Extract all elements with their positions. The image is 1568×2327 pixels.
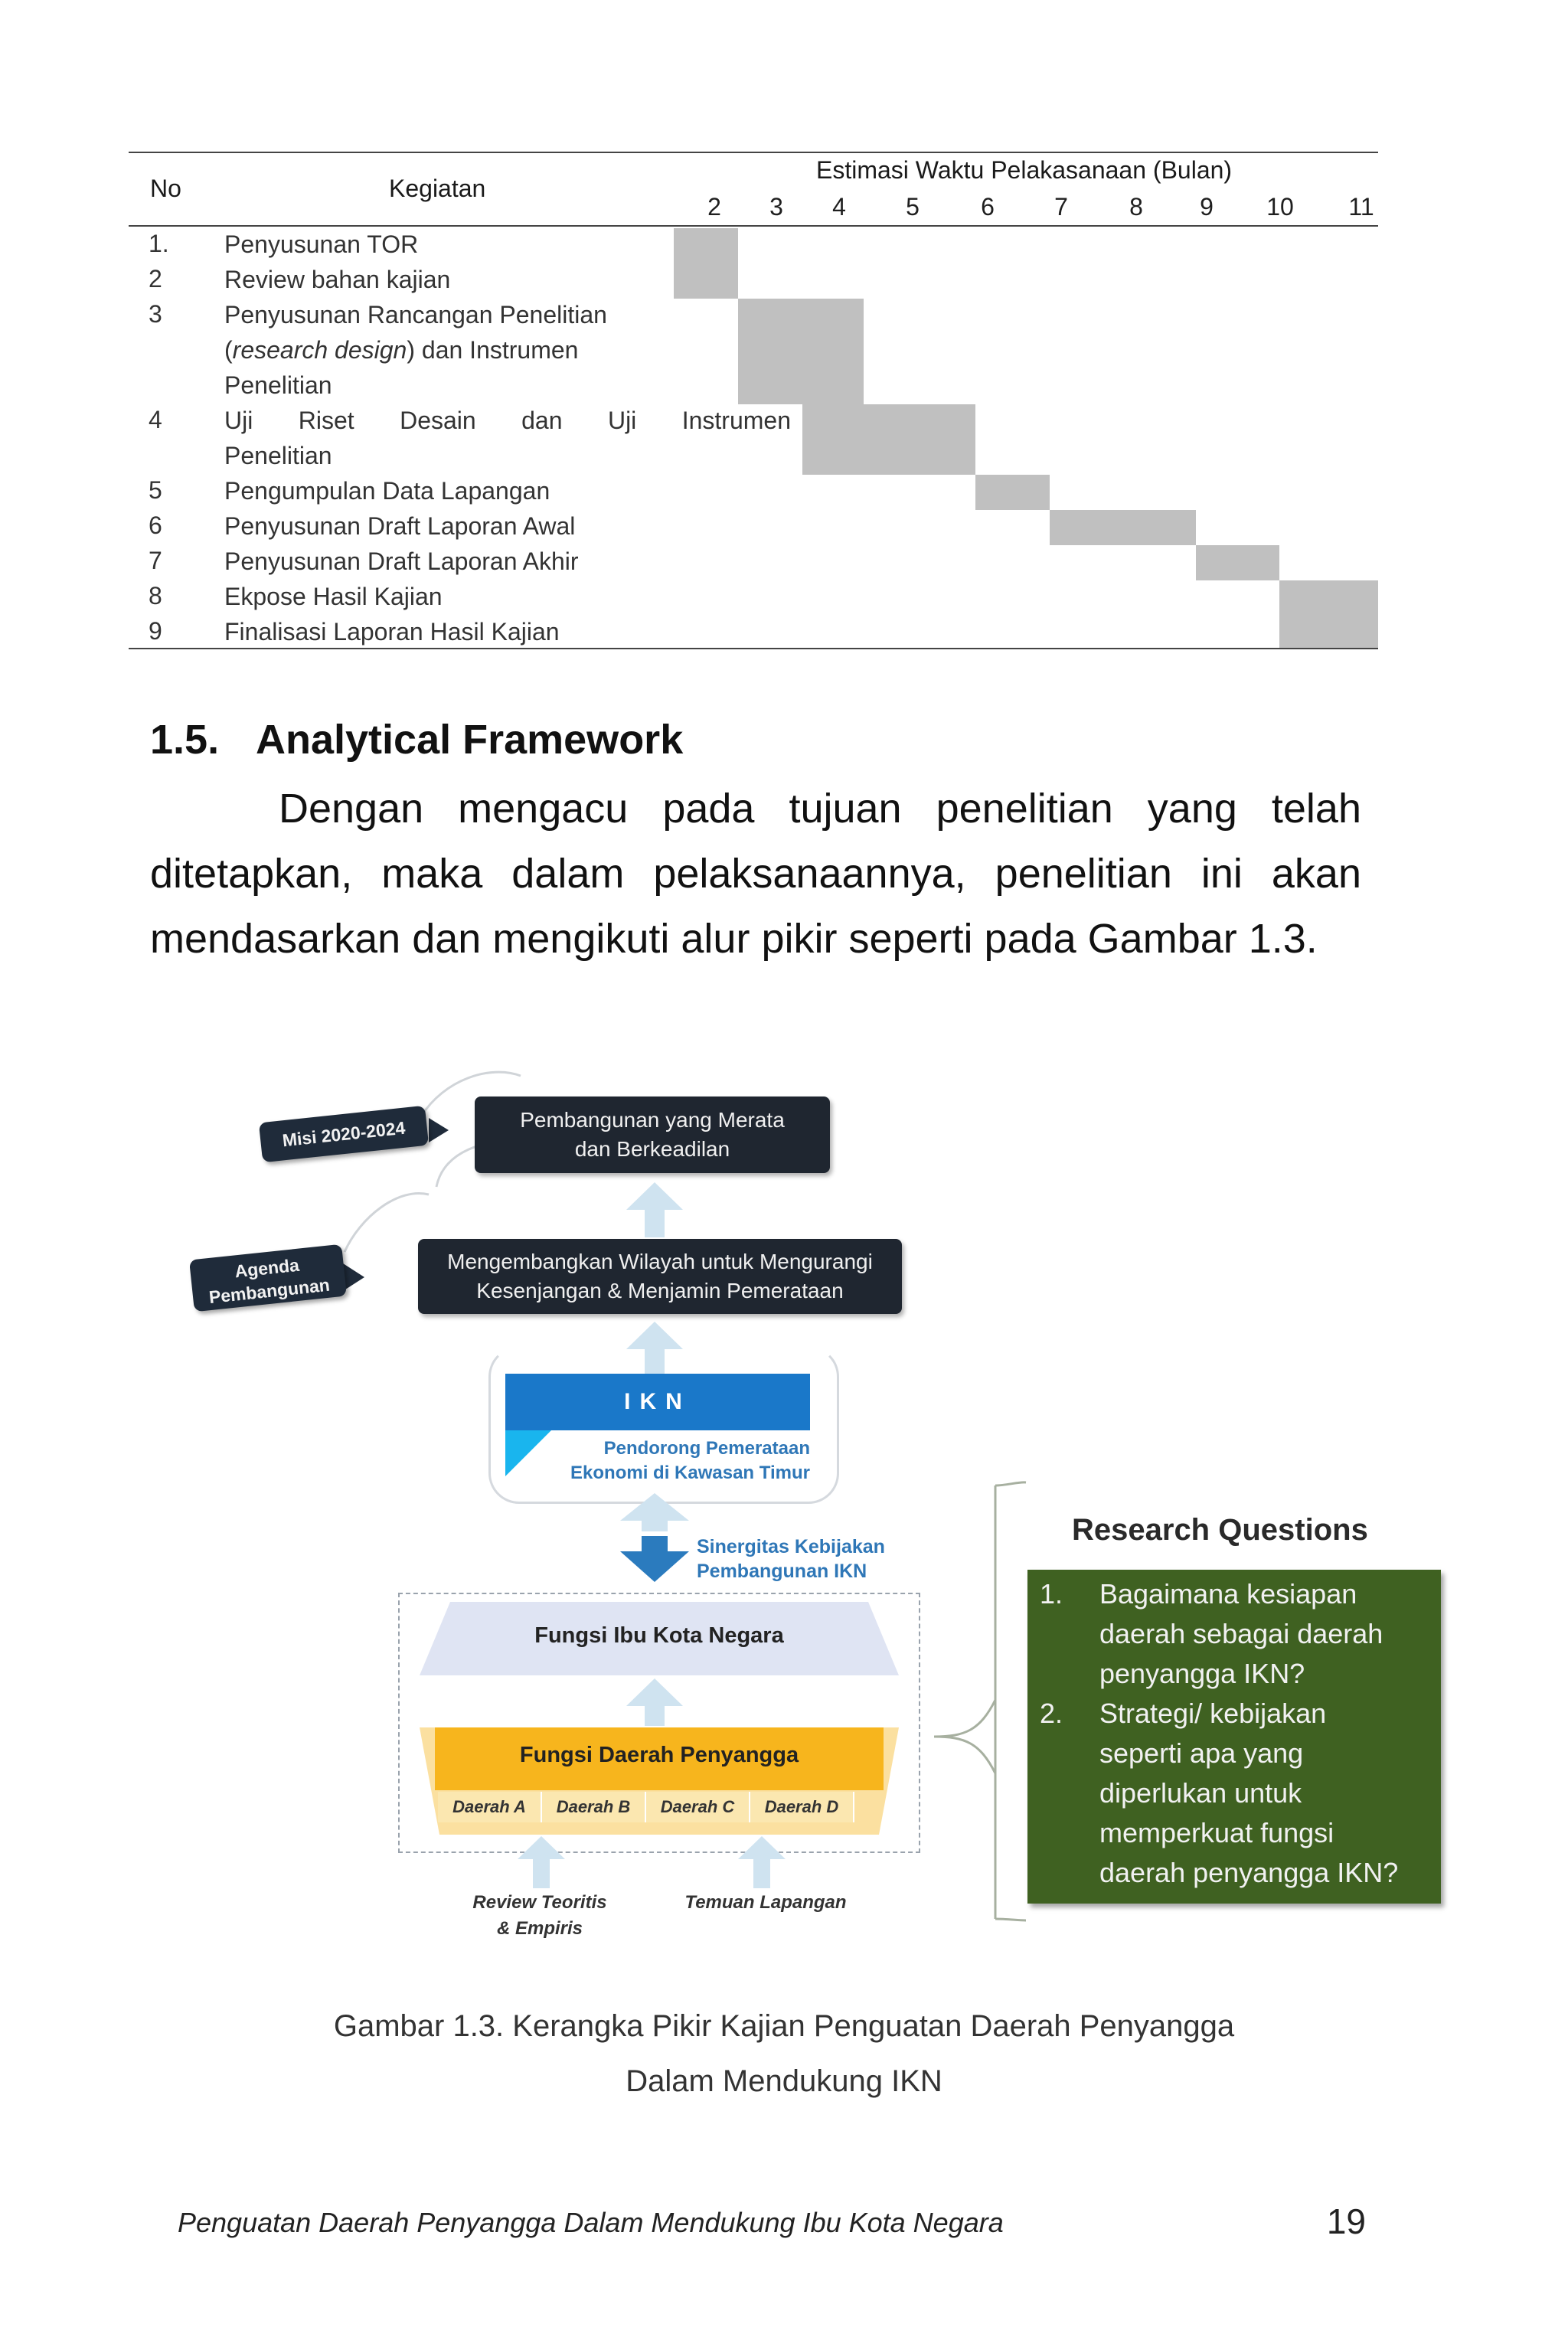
rq-line: Bagaimana kesiapan xyxy=(1099,1578,1357,1610)
ikn-corner-shape xyxy=(505,1430,551,1476)
row-number: 3 xyxy=(149,300,162,328)
row-activity xyxy=(224,544,791,579)
arrow-up-icon xyxy=(738,1836,786,1859)
row-number: 5 xyxy=(149,476,162,504)
month-header: 2 xyxy=(707,193,721,221)
rq-line: penyangga IKN? xyxy=(1099,1658,1305,1689)
rq-text xyxy=(1099,1574,1421,1694)
activity-line: Penelitian xyxy=(224,371,332,399)
activity-line: Penelitian xyxy=(224,442,332,469)
schedule-table xyxy=(129,152,1378,649)
arrow-up-icon xyxy=(626,1182,683,1210)
activity-line: Review bahan kajian xyxy=(224,266,451,293)
row-activity xyxy=(224,473,791,508)
synergy-note xyxy=(697,1534,885,1583)
daerah-cell: Daerah C xyxy=(646,1792,750,1822)
rq-line: Strategi/ kebijakan xyxy=(1099,1698,1327,1729)
activity-line: Penyusunan Rancangan Penelitian xyxy=(224,301,607,328)
gantt-bar xyxy=(1050,510,1196,545)
arrow-up-icon xyxy=(626,1322,683,1349)
month-header: 5 xyxy=(906,193,920,221)
rq-title: Research Questions xyxy=(1072,1513,1368,1547)
synergy-double-arrow-icon xyxy=(612,1493,697,1585)
row-activity xyxy=(224,614,791,649)
source-field: Temuan Lapangan xyxy=(684,1892,847,1913)
box-pembangunan-merata xyxy=(475,1097,830,1173)
section-number: 1.5. xyxy=(150,717,220,763)
rq-box xyxy=(1027,1570,1441,1904)
rq-item xyxy=(1040,1574,1421,1694)
section-heading xyxy=(150,716,683,763)
tag-agenda: Agenda Pembangunan xyxy=(189,1244,347,1312)
box-second-line-2: Kesenjangan & Menjamin Pemerataan xyxy=(476,1279,844,1302)
month-header: 9 xyxy=(1200,193,1214,221)
header-time: Estimasi Waktu Pelakasanaan (Bulan) xyxy=(816,156,1233,184)
caption-line-1: Gambar 1.3. Kerangka Pikir Kajian Penguatan Daerah Penyangga xyxy=(333,2009,1235,2043)
body-paragraph: Dengan mengacu pada tujuan penelitian yang telah ditetapkan, maka dalam pelaksanaannya, penelitian ini akan mendasarkan dan mengikuti alur pikir seperti pada Gambar 1.3. xyxy=(150,786,1361,962)
month-header: 7 xyxy=(1054,193,1068,221)
synergy-line-2: Pembangunan IKN xyxy=(697,1561,867,1582)
figure-caption xyxy=(0,1999,1568,2109)
daerah-cell: Daerah A xyxy=(438,1792,542,1822)
row-number: 7 xyxy=(149,547,162,574)
month-header: 6 xyxy=(981,193,995,221)
row-number: 8 xyxy=(149,582,162,610)
framework-figure xyxy=(168,1034,1424,1939)
activity-line: Finalisasi Laporan Hasil Kajian xyxy=(224,618,560,645)
activity-line: Penyusunan Draft Laporan Akhir xyxy=(224,547,579,575)
synergy-line-1: Sinergitas Kebijakan xyxy=(697,1536,885,1557)
row-number: 1. xyxy=(149,230,169,257)
table-top-rule xyxy=(129,152,1378,153)
row-activity xyxy=(224,508,791,544)
activity-line: Penyusunan Draft Laporan Awal xyxy=(224,512,576,540)
fungsi-ibu-label: Fungsi Ibu Kota Negara xyxy=(534,1623,784,1648)
activity-line: Pengumpulan Data Lapangan xyxy=(224,477,550,505)
rq-line: diperlukan untuk xyxy=(1099,1777,1302,1809)
arrow-up-icon xyxy=(626,1678,683,1706)
rq-number: 1. xyxy=(1040,1578,1063,1610)
row-number: 4 xyxy=(149,406,162,433)
arrow-shaft-5 xyxy=(753,1856,770,1888)
box-top-line-2: dan Berkeadilan xyxy=(574,1137,730,1161)
activity-line: (research design) dan Instrumen xyxy=(224,336,579,364)
box-top-line-1: Pembangunan yang Merata xyxy=(520,1108,785,1132)
gantt-bar xyxy=(738,299,864,404)
rq-line: seperti apa yang xyxy=(1099,1737,1304,1769)
rq-line: daerah penyangga IKN? xyxy=(1099,1857,1399,1888)
arrow-shaft-4 xyxy=(533,1856,550,1888)
gantt-bar xyxy=(802,404,975,475)
arrow-shaft-1 xyxy=(645,1207,665,1237)
header-no: No xyxy=(150,175,181,202)
daerah-cell: Daerah D xyxy=(750,1792,854,1822)
ikn-band: IKN xyxy=(505,1374,810,1430)
row-number: 2 xyxy=(149,265,162,293)
activity-line: Ekpose Hasil Kajian xyxy=(224,583,443,610)
month-header: 4 xyxy=(832,193,846,221)
rq-item xyxy=(1040,1694,1421,1893)
arrow-up-icon xyxy=(518,1836,565,1859)
arrow-shaft-3 xyxy=(645,1706,665,1726)
rq-line: daerah sebagai daerah xyxy=(1099,1618,1383,1649)
activity-line: Uji Riset Desain dan Uji Instrumen xyxy=(224,407,791,434)
row-activity xyxy=(224,579,791,614)
ikn-subtitle xyxy=(551,1436,810,1485)
box-mengembangkan-wilayah xyxy=(418,1239,902,1314)
page-number: 19 xyxy=(1326,2201,1366,2241)
rq-text xyxy=(1099,1694,1421,1893)
ikn-sub-line-2: Ekonomi di Kawasan Timur xyxy=(570,1463,810,1483)
gantt-bar xyxy=(674,228,738,299)
source-review xyxy=(459,1890,620,1942)
rq-number: 2. xyxy=(1040,1698,1063,1729)
fungsi-dp-label: Fungsi Daerah Penyangga xyxy=(519,1743,799,1767)
month-header: 11 xyxy=(1348,193,1374,221)
activity-line: Penyusunan TOR xyxy=(224,230,419,258)
gantt-bar xyxy=(1279,580,1378,648)
ikn-sub-line-1: Pendorong Pemerataan xyxy=(603,1438,810,1459)
rq-line: memperkuat fungsi xyxy=(1099,1817,1334,1848)
row-number: 9 xyxy=(149,617,162,645)
month-header: 3 xyxy=(769,193,783,221)
source-review-line-2: & Empiris xyxy=(496,1918,583,1939)
row-activity xyxy=(224,403,791,473)
row-activity xyxy=(224,297,791,403)
header-activity: Kegiatan xyxy=(389,175,486,202)
source-review-line-1: Review Teoritis xyxy=(472,1892,607,1913)
box-second-line-1: Mengembangkan Wilayah untuk Mengurangi xyxy=(447,1250,873,1273)
month-header: 10 xyxy=(1266,193,1294,221)
gantt-bar xyxy=(975,475,1050,510)
gantt-bar xyxy=(1196,545,1279,580)
section-title: Analytical Framework xyxy=(256,717,684,763)
row-number: 6 xyxy=(149,511,162,539)
daerah-cell: Daerah B xyxy=(542,1792,646,1822)
tag-misi: Misi 2020-2024 xyxy=(259,1106,429,1163)
footer-title: Penguatan Daerah Penyangga Dalam Mendukung Ibu Kota Negara xyxy=(178,2207,1004,2238)
caption-line-2: Dalam Mendukung IKN xyxy=(626,2064,942,2098)
month-header: 8 xyxy=(1129,193,1143,221)
